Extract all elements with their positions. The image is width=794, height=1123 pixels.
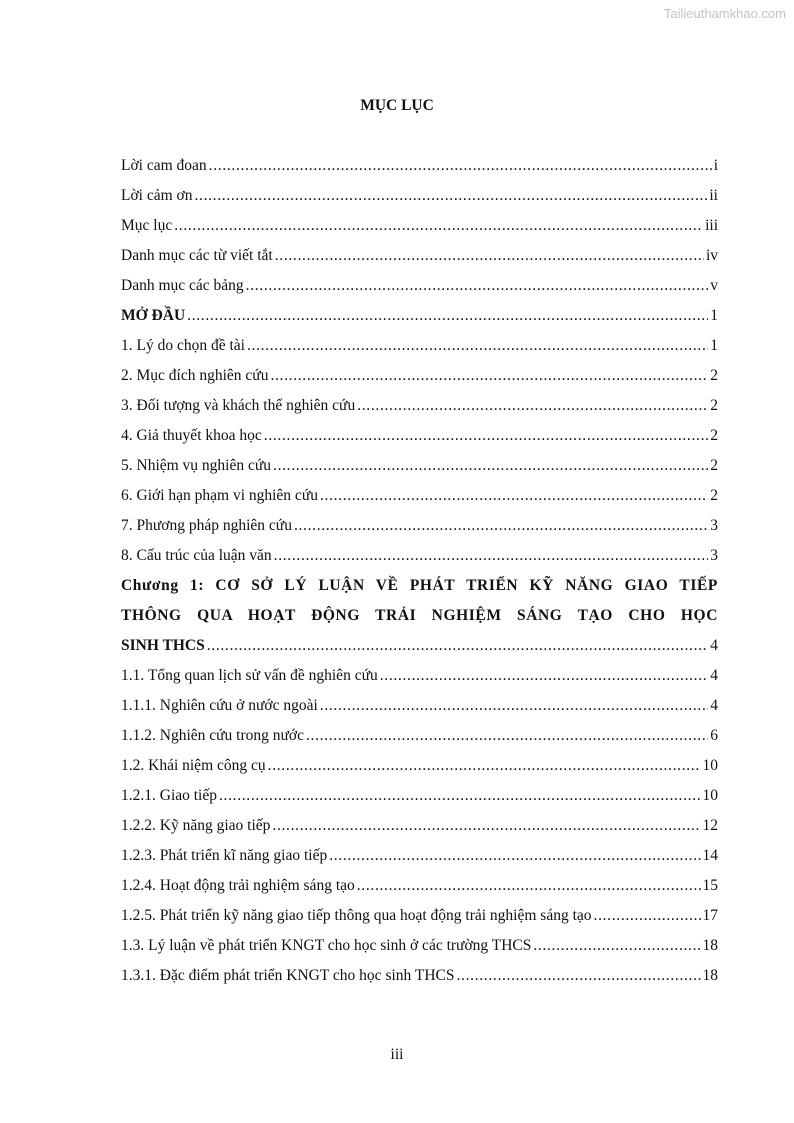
dot-leader: [194, 181, 707, 211]
toc-entry-label: 1.2.4. Hoạt động trải nghiệm sáng tạo: [121, 877, 355, 894]
toc-entry-label: [121, 301, 185, 331]
toc-entry-page: 17: [702, 907, 718, 924]
toc-entry-page: 14: [702, 847, 718, 864]
toc-entry-page: 2: [710, 487, 718, 504]
toc-entry-danh-muc-tu-viet-tat: [121, 241, 718, 271]
toc-entry-loi-cam-on: [121, 181, 718, 211]
toc-entry-1-1-1: [121, 691, 718, 721]
toc-entry-page: i: [713, 157, 718, 174]
dot-leader: [294, 511, 708, 541]
toc-entry-label: 1.3.1. Đặc điểm phát triển KNGT cho học sinh THCS: [121, 967, 455, 984]
toc-entry-phuong-phap: [121, 511, 718, 541]
dot-leader: [457, 961, 701, 991]
chapter-title-part-3: SINH THCS: [121, 637, 205, 654]
toc-entry-page: 1: [710, 337, 718, 354]
table-of-contents: [121, 151, 718, 991]
dot-leader: [246, 271, 709, 301]
toc-entry-label: 6. Giới hạn phạm vi nghiên cứu: [121, 487, 318, 504]
toc-entry-label: Lời cam đoan: [121, 157, 207, 174]
toc-entry-page: 2: [710, 427, 718, 444]
dot-leader: [187, 301, 708, 331]
chapter-heading-line-3: [121, 631, 718, 661]
toc-entry-label: 1.2.2. Kỹ năng giao tiếp: [121, 817, 271, 834]
toc-entry-label-bold: MỞ ĐẦU: [121, 307, 186, 324]
toc-entry-loi-cam-doan: [121, 151, 718, 181]
toc-entry-doi-tuong: [121, 391, 718, 421]
dot-leader: [209, 151, 712, 181]
toc-entry-label: 1.2.5. Phát triển kỹ năng giao tiếp thông qua hoạt động trải nghiệm sáng tạo: [121, 907, 592, 924]
toc-entry-page: 10: [702, 787, 718, 804]
dot-leader: [320, 481, 708, 511]
toc-entry-label: Danh mục các bảng: [121, 277, 244, 294]
toc-entry-label: 1. Lý do chọn đề tài: [121, 337, 245, 354]
toc-entry-nhiem-vu: [121, 451, 718, 481]
chapter-title-part-1: : CƠ SỞ LÝ LUẬN VỀ PHÁT TRIỂN KỸ NĂNG GIAO TIẾP: [198, 577, 718, 594]
toc-entry-1-2-4: [121, 871, 718, 901]
page-number: iii: [390, 1046, 404, 1063]
toc-entry-page: 10: [702, 757, 718, 774]
toc-entry-label: 4. Giả thuyết khoa học: [121, 427, 262, 444]
dot-leader: [273, 451, 708, 481]
toc-entry-label: 8. Cấu trúc của luận văn: [121, 547, 272, 564]
toc-entry-page: v: [710, 277, 718, 294]
toc-entry-1-3: [121, 931, 718, 961]
toc-entry-1-2-5: [121, 901, 718, 931]
toc-entry-page: 2: [710, 367, 718, 384]
toc-entry-label: [121, 631, 205, 661]
dot-leader: [274, 541, 709, 571]
toc-entry-page: iii: [705, 217, 718, 234]
toc-entry-page: 4: [710, 637, 718, 654]
toc-chapter-1: [121, 571, 718, 661]
toc-entry-1-2-1: [121, 781, 718, 811]
chapter-title-part-2: THÔNG QUA HOẠT ĐỘNG TRẢI NGHIỆM SÁNG TẠO CHO HỌC: [121, 607, 718, 624]
toc-entry-label: 7. Phương pháp nghiên cứu: [121, 517, 292, 534]
dot-leader: [320, 691, 708, 721]
dot-leader: [264, 421, 708, 451]
toc-entry-label: 1.1.1. Nghiên cứu ở nước ngoài: [121, 697, 318, 714]
toc-entry-page: 3: [710, 547, 718, 564]
toc-entry-label: 1.1. Tổng quan lịch sử vấn đề nghiên cứu: [121, 667, 378, 684]
toc-entry-mo-dau: [121, 301, 718, 331]
toc-entry-page: 3: [710, 517, 718, 534]
toc-entry-page: 2: [710, 457, 718, 474]
toc-entry-gia-thuyet: [121, 421, 718, 451]
dot-leader: [380, 661, 709, 691]
dot-leader: [270, 361, 708, 391]
toc-entry-page: 18: [702, 967, 718, 984]
toc-entry-page: 1: [710, 307, 718, 324]
toc-entry-1-2: [121, 751, 718, 781]
chapter-heading-line-1: [121, 571, 718, 601]
page-title: MỤC LỤC: [360, 97, 434, 114]
toc-entry-page: ii: [709, 187, 718, 204]
toc-entry-muc-luc: [121, 211, 718, 241]
chapter-heading-line-2: [121, 601, 718, 631]
toc-entry-ly-do: [121, 331, 718, 361]
dot-leader: [272, 811, 700, 841]
dot-leader: [306, 721, 708, 751]
dot-leader: [207, 631, 709, 661]
toc-entry-1-2-3: [121, 841, 718, 871]
toc-entry-page: 4: [710, 667, 718, 684]
toc-entry-label: 2. Mục đích nghiên cứu: [121, 367, 269, 384]
toc-entry-label: 1.2.1. Giao tiếp: [121, 787, 217, 804]
toc-group-front: [121, 151, 718, 571]
toc-entry-muc-dich: [121, 361, 718, 391]
toc-entry-label: 1.2. Khái niệm công cụ: [121, 757, 266, 774]
toc-group-chapter-1: [121, 661, 718, 991]
toc-entry-label: 1.1.2. Nghiên cứu trong nước: [121, 727, 304, 744]
toc-entry-label: 3. Đối tượng và khách thể nghiên cứu: [121, 397, 356, 414]
dot-leader: [329, 841, 700, 871]
dot-leader: [357, 391, 708, 421]
toc-entry-label: Danh mục các từ viết tắt: [121, 247, 273, 264]
toc-entry-cau-truc: [121, 541, 718, 571]
chapter-prefix: Chương 1: [121, 577, 199, 594]
toc-entry-1-1-2: [121, 721, 718, 751]
toc-entry-gioi-han: [121, 481, 718, 511]
toc-entry-danh-muc-bang: [121, 271, 718, 301]
dot-leader: [219, 781, 701, 811]
toc-entry-label: 1.2.3. Phát triển kĩ năng giao tiếp: [121, 847, 328, 864]
toc-entry-label: 5. Nhiệm vụ nghiên cứu: [121, 457, 272, 474]
toc-entry-label: Mục lục: [121, 217, 173, 234]
dot-leader: [275, 241, 704, 271]
toc-entry-label: 1.3. Lý luận về phát triển KNGT cho học sinh ở các trường THCS: [121, 937, 532, 954]
toc-entry-page: 12: [702, 817, 718, 834]
watermark: Tailieuthamkhao.com: [663, 6, 786, 21]
toc-entry-1-2-2: [121, 811, 718, 841]
toc-entry-page: iv: [705, 247, 718, 264]
toc-entry-label: Lời cảm ơn: [121, 187, 193, 204]
dot-leader: [533, 931, 700, 961]
toc-entry-1-1: [121, 661, 718, 691]
dot-leader: [357, 871, 701, 901]
dot-leader: [247, 331, 708, 361]
dot-leader: [268, 751, 701, 781]
toc-entry-page: 4: [710, 697, 718, 714]
toc-entry-page: 15: [702, 877, 718, 894]
toc-entry-page: 2: [710, 397, 718, 414]
toc-entry-1-3-1: [121, 961, 718, 991]
dot-leader: [594, 901, 701, 931]
dot-leader: [174, 211, 703, 241]
toc-entry-page: 18: [702, 937, 718, 954]
toc-entry-page: 6: [710, 727, 718, 744]
